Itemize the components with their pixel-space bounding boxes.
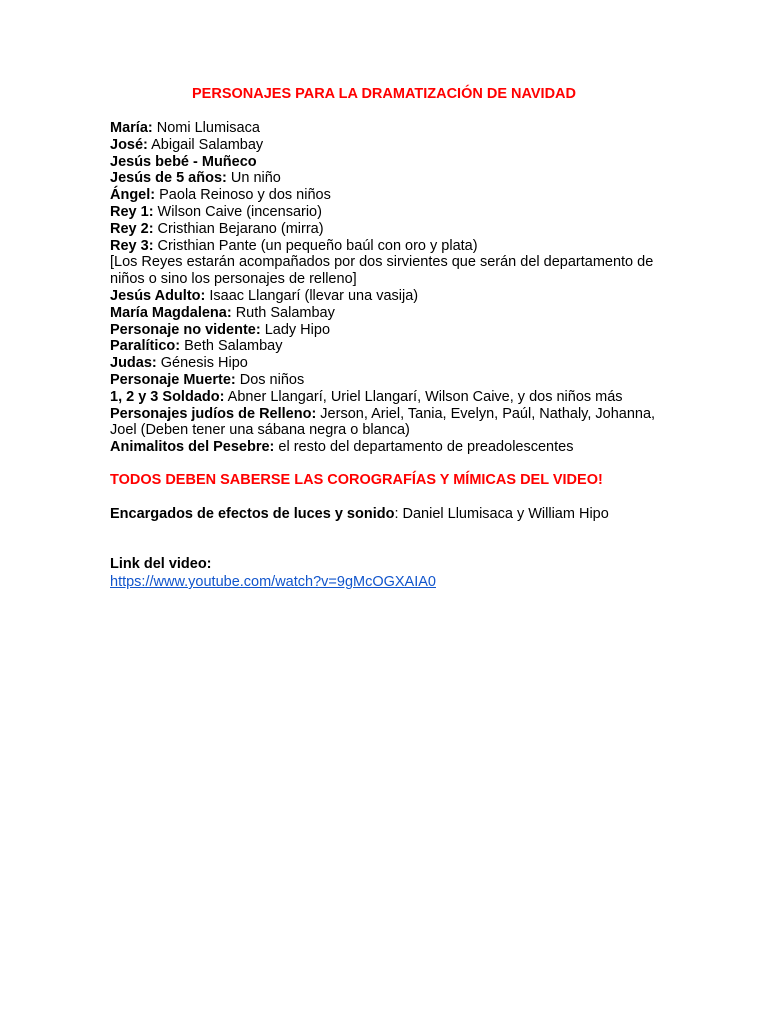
document-title: PERSONAJES PARA LA DRAMATIZACIÓN DE NAVIDAD	[192, 86, 576, 102]
cast-actor: [Los Reyes estarán acompañados por dos sirvientes que serán del departamento de niños o sino los personajes de relleno]	[110, 254, 654, 288]
cast-actor: Paola Reinoso y dos niños	[155, 187, 331, 204]
video-link[interactable]: https://www.youtube.com/watch?v=9gMcOGXAIA0	[110, 574, 436, 590]
cast-actor: Cristhian Pante (un pequeño baúl con oro y plata)	[153, 237, 478, 254]
cast-actor: Abigail Salambay	[147, 136, 264, 153]
cast-entry	[110, 170, 670, 187]
cast-role: Jesús Adulto:	[110, 287, 206, 304]
cast-role: Ángel:	[110, 187, 156, 204]
cast-role: Personaje Muerte:	[110, 371, 236, 388]
cast-actor: Wilson Caive (incensario)	[153, 203, 322, 220]
cast-actor: Cristhian Bejarano (mirra)	[153, 220, 324, 237]
cast-entry	[110, 137, 670, 154]
cast-role: Animalitos del Pesebre:	[110, 439, 275, 456]
cast-actor: Abner Llangarí, Uriel Llangarí, Wilson Caive, y dos niños más	[224, 388, 623, 405]
cast-actor: Génesis Hipo	[156, 355, 248, 372]
cast-role: Paralítico:	[110, 338, 181, 355]
cast-list	[110, 120, 670, 456]
cast-entry	[110, 288, 670, 305]
cast-actor: Nomi Llumisaca	[152, 120, 260, 136]
cast-entry	[110, 322, 670, 339]
cast-role: José:	[110, 136, 148, 153]
cast-actor: Lady Hipo	[260, 321, 331, 338]
cast-entry	[110, 238, 670, 255]
cast-role: Personajes judíos de Relleno:	[110, 405, 317, 422]
cast-entry	[110, 154, 670, 171]
cast-role: Jesús de 5 años:	[110, 170, 227, 187]
cast-entry	[110, 439, 670, 456]
effects-credit	[110, 504, 609, 524]
choreography-notice: TODOS DEBEN SABERSE LAS COROGRAFÍAS Y MÍMICAS DEL VIDEO!	[110, 472, 603, 488]
cast-role: María:	[110, 120, 153, 136]
cast-actor: Isaac Llangarí (llevar una vasija)	[205, 287, 419, 304]
cast-role: Rey 2:	[110, 220, 154, 237]
cast-actor: Dos niños	[235, 371, 305, 388]
cast-actor: el resto del departamento de preadolescentes	[274, 439, 574, 456]
cast-entry	[110, 372, 670, 389]
cast-actor: Beth Salambay	[180, 338, 283, 355]
cast-role: Jesús bebé - Muñeco	[110, 153, 257, 170]
cast-role: Personaje no vidente:	[110, 321, 261, 338]
cast-entry	[110, 389, 670, 406]
cast-role: Judas:	[110, 355, 157, 372]
cast-actor: Jerson, Ariel, Tania, Evelyn, Paúl, Nathaly, Johanna, Joel (Deben tener una sábana negra o blanca)	[110, 405, 656, 439]
cast-entry	[110, 305, 670, 322]
cast-role: Rey 1:	[110, 203, 154, 220]
cast-entry	[110, 221, 670, 238]
cast-entry	[110, 355, 670, 372]
cast-role: María Magdalena:	[110, 304, 232, 321]
cast-note	[110, 254, 670, 288]
cast-actor: Ruth Salambay	[231, 304, 335, 321]
cast-actor: Un niño	[226, 170, 281, 187]
cast-entry	[110, 187, 670, 204]
cast-entry	[110, 120, 670, 137]
cast-role: Rey 3:	[110, 237, 154, 254]
effects-label: Encargados de efectos de luces y sonido	[110, 506, 395, 522]
cast-entry	[110, 204, 670, 221]
video-link-label: Link del video:	[110, 556, 212, 572]
cast-entry	[110, 338, 670, 355]
effects-value: : Daniel Llumisaca y William Hipo	[394, 506, 609, 522]
cast-entry	[110, 406, 670, 440]
cast-role: 1, 2 y 3 Soldado:	[110, 388, 225, 405]
